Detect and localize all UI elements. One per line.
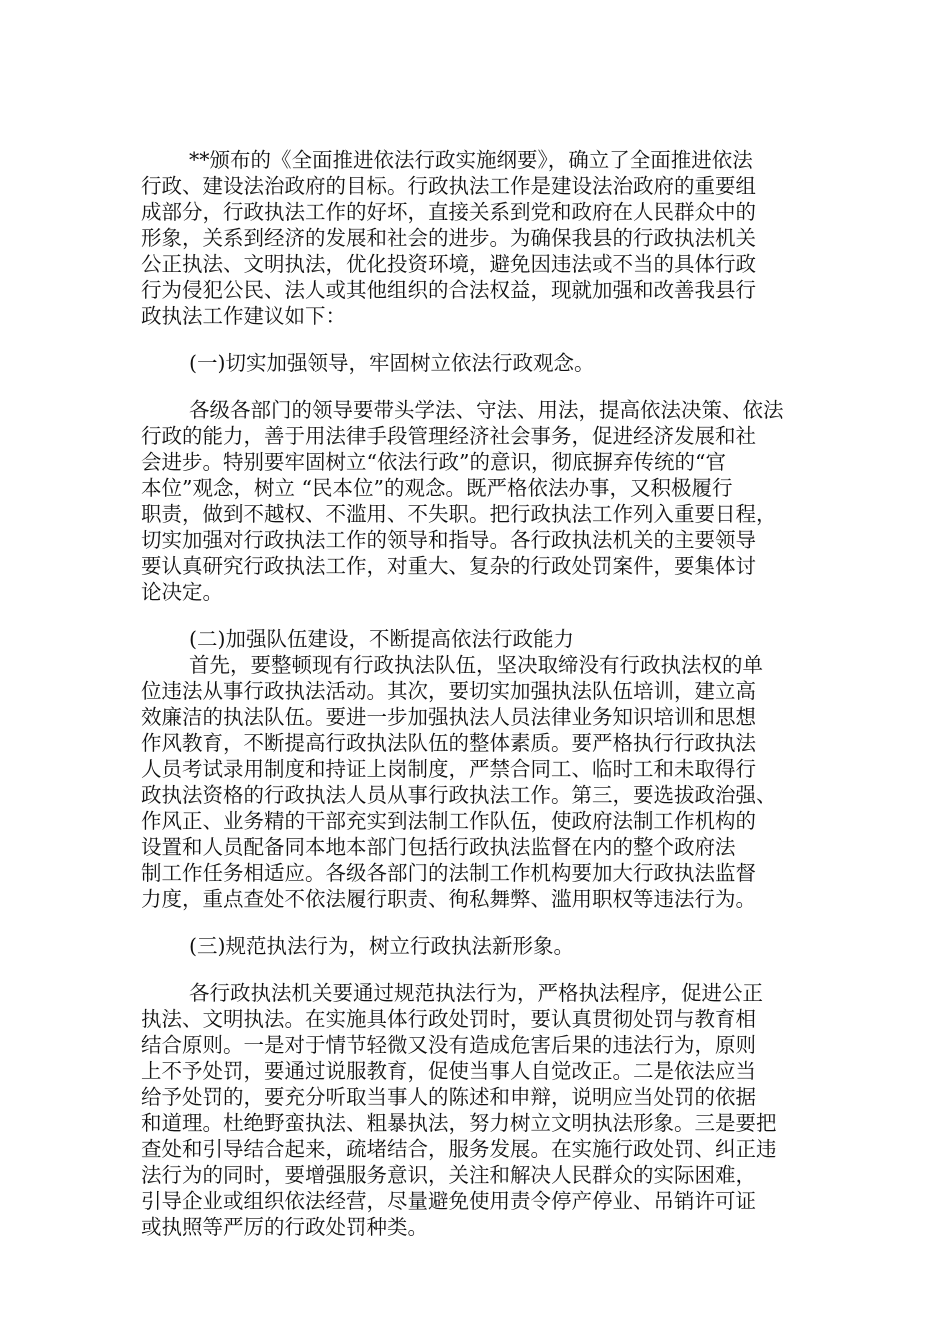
body3-line-10: 或执照等严厉的行政处罚种类。 <box>141 1215 428 1239</box>
body1-line-5: 职责，做到不越权、不滥用、不失职。把行政执法工作列入重要日程， <box>141 502 777 526</box>
body2-line-2: 位违法从事行政执法活动。其次，要切实加强执法队伍培训，建立高 <box>141 679 756 703</box>
body3-line-6: 和道理。杜绝野蛮执法、粗暴执法，努力树立文明执法形象。三是要把 <box>141 1111 777 1135</box>
body3-line-9: 引导企业或组织依法经营，尽量避免使用责令停产停业、吊销许可证 <box>141 1189 756 1213</box>
body1-line-1: 各级各部门的领导要带头学法、守法、用法，提高依法决策、依法 <box>189 398 784 422</box>
body3-line-8: 法行为的同时，要增强服务意识，关注和解决人民群众的实际困难， <box>141 1163 756 1187</box>
body2-line-3: 效廉洁的执法队伍。要进一步加强执法人员法律业务知识培训和思想 <box>141 705 756 729</box>
body3-line-3: 结合原则。一是对于情节轻微又没有造成危害后果的违法行为，原则 <box>141 1033 756 1057</box>
body3-line-1: 各行政执法机关要通过规范执法行为，严格执法程序，促进公正 <box>189 981 763 1005</box>
body1-line-6: 切实加强对行政执法工作的领导和指导。各行政执法机关的主要领导 <box>141 528 756 552</box>
intro-line-3: 成部分，行政执法工作的好坏，直接关系到党和政府在人民群众中的 <box>141 200 756 224</box>
intro-line-4: 形象，关系到经济的发展和社会的进步。为确保我县的行政执法机关 <box>141 226 756 250</box>
body3-line-5: 给予处罚的，要充分听取当事人的陈述和申辩，说明应当处罚的依据 <box>141 1085 756 1109</box>
body1-line-3: 会进步。特别要牢固树立“依法行政”的意识，彻底摒弃传统的“官 <box>141 450 726 474</box>
body2-line-4: 作风教育，不断提高行政执法队伍的整体素质。要严格执行行政执法 <box>141 731 756 755</box>
body2-line-7: 作风正、业务精的干部充实到法制工作队伍，使政府法制工作机构的 <box>141 809 756 833</box>
body1-line-7: 要认真研究行政执法工作，对重大、复杂的行政处罚案件，要集体讨 <box>141 554 756 578</box>
body1-line-4: 本位”观念，树立 “民本位”的观念。既严格依法办事，又积极履行 <box>141 476 733 500</box>
intro-line-2: 行政、建设法治政府的目标。行政执法工作是建设法治政府的重要组 <box>141 174 756 198</box>
section-heading-2: (二)加强队伍建设，不断提高依法行政能力 <box>189 627 574 651</box>
section-heading-3: (三)规范执法行为，树立行政执法新形象。 <box>189 934 574 958</box>
body3-line-4: 上不予处罚，要通过说服教育，促使当事人自觉改正。二是依法应当 <box>141 1059 756 1083</box>
body1-line-2: 行政的能力，善于用法律手段管理经济社会事务，促进经济发展和社 <box>141 424 756 448</box>
intro-line-5: 公正执法、文明执法，优化投资环境，避免因违法或不当的具体行政 <box>141 252 756 276</box>
body2-line-5: 人员考试录用制度和持证上岗制度，严禁合同工、临时工和未取得行 <box>141 757 756 781</box>
body1-line-8: 论决定。 <box>141 580 223 604</box>
body2-line-9: 制工作任务相适应。各级各部门的法制工作机构要加大行政执法监督 <box>141 861 756 885</box>
body2-line-6: 政执法资格的行政执法人员从事行政执法工作。第三，要选拔政治强、 <box>141 783 777 807</box>
body2-line-8: 设置和人员配备同本地本部门包括行政执法监督在内的整个政府法 <box>141 835 736 859</box>
intro-line-7: 政执法工作建议如下： <box>141 304 346 328</box>
body3-line-2: 执法、文明执法。在实施具体行政处罚时，要认真贯彻处罚与教育相 <box>141 1007 756 1031</box>
body2-line-10: 力度，重点查处不依法履行职责、徇私舞弊、滥用职权等违法行为。 <box>141 887 756 911</box>
body2-line-1: 首先，要整顿现有行政执法队伍，坚决取缔没有行政执法权的单 <box>189 653 763 677</box>
intro-line-1: **颁布的《全面推进依法行政实施纲要》，确立了全面推进依法 <box>189 148 753 172</box>
section-heading-1: (一)切实加强领导，牢固树立依法行政观念。 <box>189 351 595 375</box>
intro-line-6: 行为侵犯公民、法人或其他组织的合法权益，现就加强和改善我县行 <box>141 278 756 302</box>
body3-line-7: 查处和引导结合起来，疏堵结合，服务发展。在实施行政处罚、纠正违 <box>141 1137 777 1161</box>
